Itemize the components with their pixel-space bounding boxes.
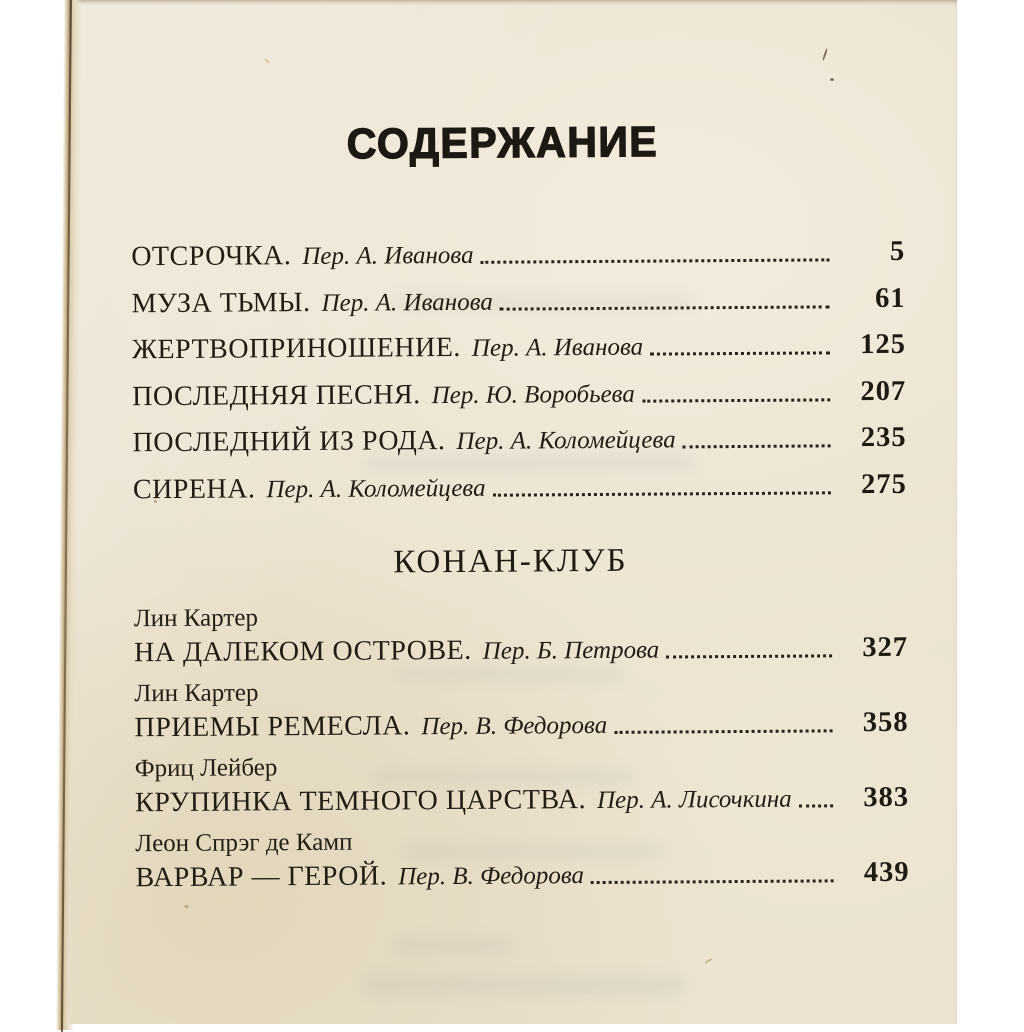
entry-translator: Пер. Б. Петрова [482,636,660,665]
entry-page-number: 439 [863,856,910,888]
entry-title: КРУПИНКА ТЕМНОГО ЦАРСТВА. [134,783,587,818]
show-through-smudge [394,938,514,954]
entry-page-number: 327 [862,631,909,663]
show-through-smudge [364,975,684,995]
entry-title: МУЗА ТЬМЫ. [131,286,311,319]
entry-title: ОТСРОЧКА. [131,240,292,273]
entry-translator: Пер. В. Федорова [398,861,585,890]
toc-group [135,748,909,819]
toc-entry [132,329,906,367]
entry-author: Леон Спрэг де Камп [135,828,353,857]
entry-title: ПОСЛЕДНИЙ ИЗ РОДА. [132,425,446,459]
entry-page-number: 235 [860,421,907,454]
paper-fiber [184,905,189,908]
entry-page-number: 358 [862,706,909,738]
toc-entry [132,375,906,413]
entry-translator: Пер. А. Иванова [302,241,474,271]
entry-page-number: 61 [874,282,906,314]
toc-content [129,0,909,904]
entry-title: ПОСЛЕДНЯЯ ПЕСНЯ. [132,378,421,412]
dot-leader [666,654,832,658]
section-heading: КОНАН-КЛУБ [393,542,628,580]
book-page [64,0,957,1024]
toc-section-main [131,236,907,507]
page-title: СОДЕРЖАНИЕ [346,117,659,168]
entry-translator: Пер. А. Лисочкина [596,785,792,814]
toc-entry [131,282,905,320]
dot-leader [614,729,832,734]
entry-translator: Пер. А. Иванова [321,288,493,317]
entry-page-number: 207 [860,375,907,407]
entry-title: ВАРВАР — ГЕРОЙ. [135,859,388,893]
dot-leader [799,804,833,807]
entry-translator: Пер. А. Иванова [471,333,644,362]
entry-page-number: 5 [889,235,906,267]
toc-section-conan-club [134,598,910,894]
dot-leader [642,398,830,402]
entry-title: НА ДАЛЕКОМ ОСТРОВЕ. [133,634,472,668]
entry-translator: Пер. А. Коломейцева [456,426,676,455]
dot-leader [591,879,834,884]
entry-title: ЖЕРТВОПРИНОШЕНИЕ. [131,331,461,366]
toc-entry [135,781,909,819]
dot-leader [500,305,830,310]
entry-translator: Пер. А. Коломейцева [266,474,486,503]
entry-page-number: 125 [860,328,907,361]
entry-author: Фриц Лейбер [134,753,278,782]
entry-translator: Пер. В. Федорова [421,711,608,740]
toc-group [134,598,908,669]
paper-fiber [704,958,713,964]
entry-page-number: 383 [863,781,910,813]
toc-entry [131,236,905,274]
entry-translator: Пер. Ю. Воробьева [431,380,635,409]
entry-title: СИРЕНА. [132,472,256,505]
entry-author: Лин Картер [133,603,258,632]
toc-entry [132,422,906,460]
entry-page-number: 275 [861,468,907,500]
toc-entry [135,856,909,894]
toc-entry [133,468,907,506]
dot-leader [650,351,830,355]
entry-author: Лин Картер [134,678,259,707]
toc-entry [134,706,908,744]
dot-leader [493,491,831,496]
dot-leader [481,258,830,263]
entry-title: ПРИЕМЫ РЕМЕСЛА. [134,709,411,743]
toc-entry [134,631,908,669]
toc-group [135,823,909,894]
toc-group [134,673,908,744]
dot-leader [683,444,831,448]
